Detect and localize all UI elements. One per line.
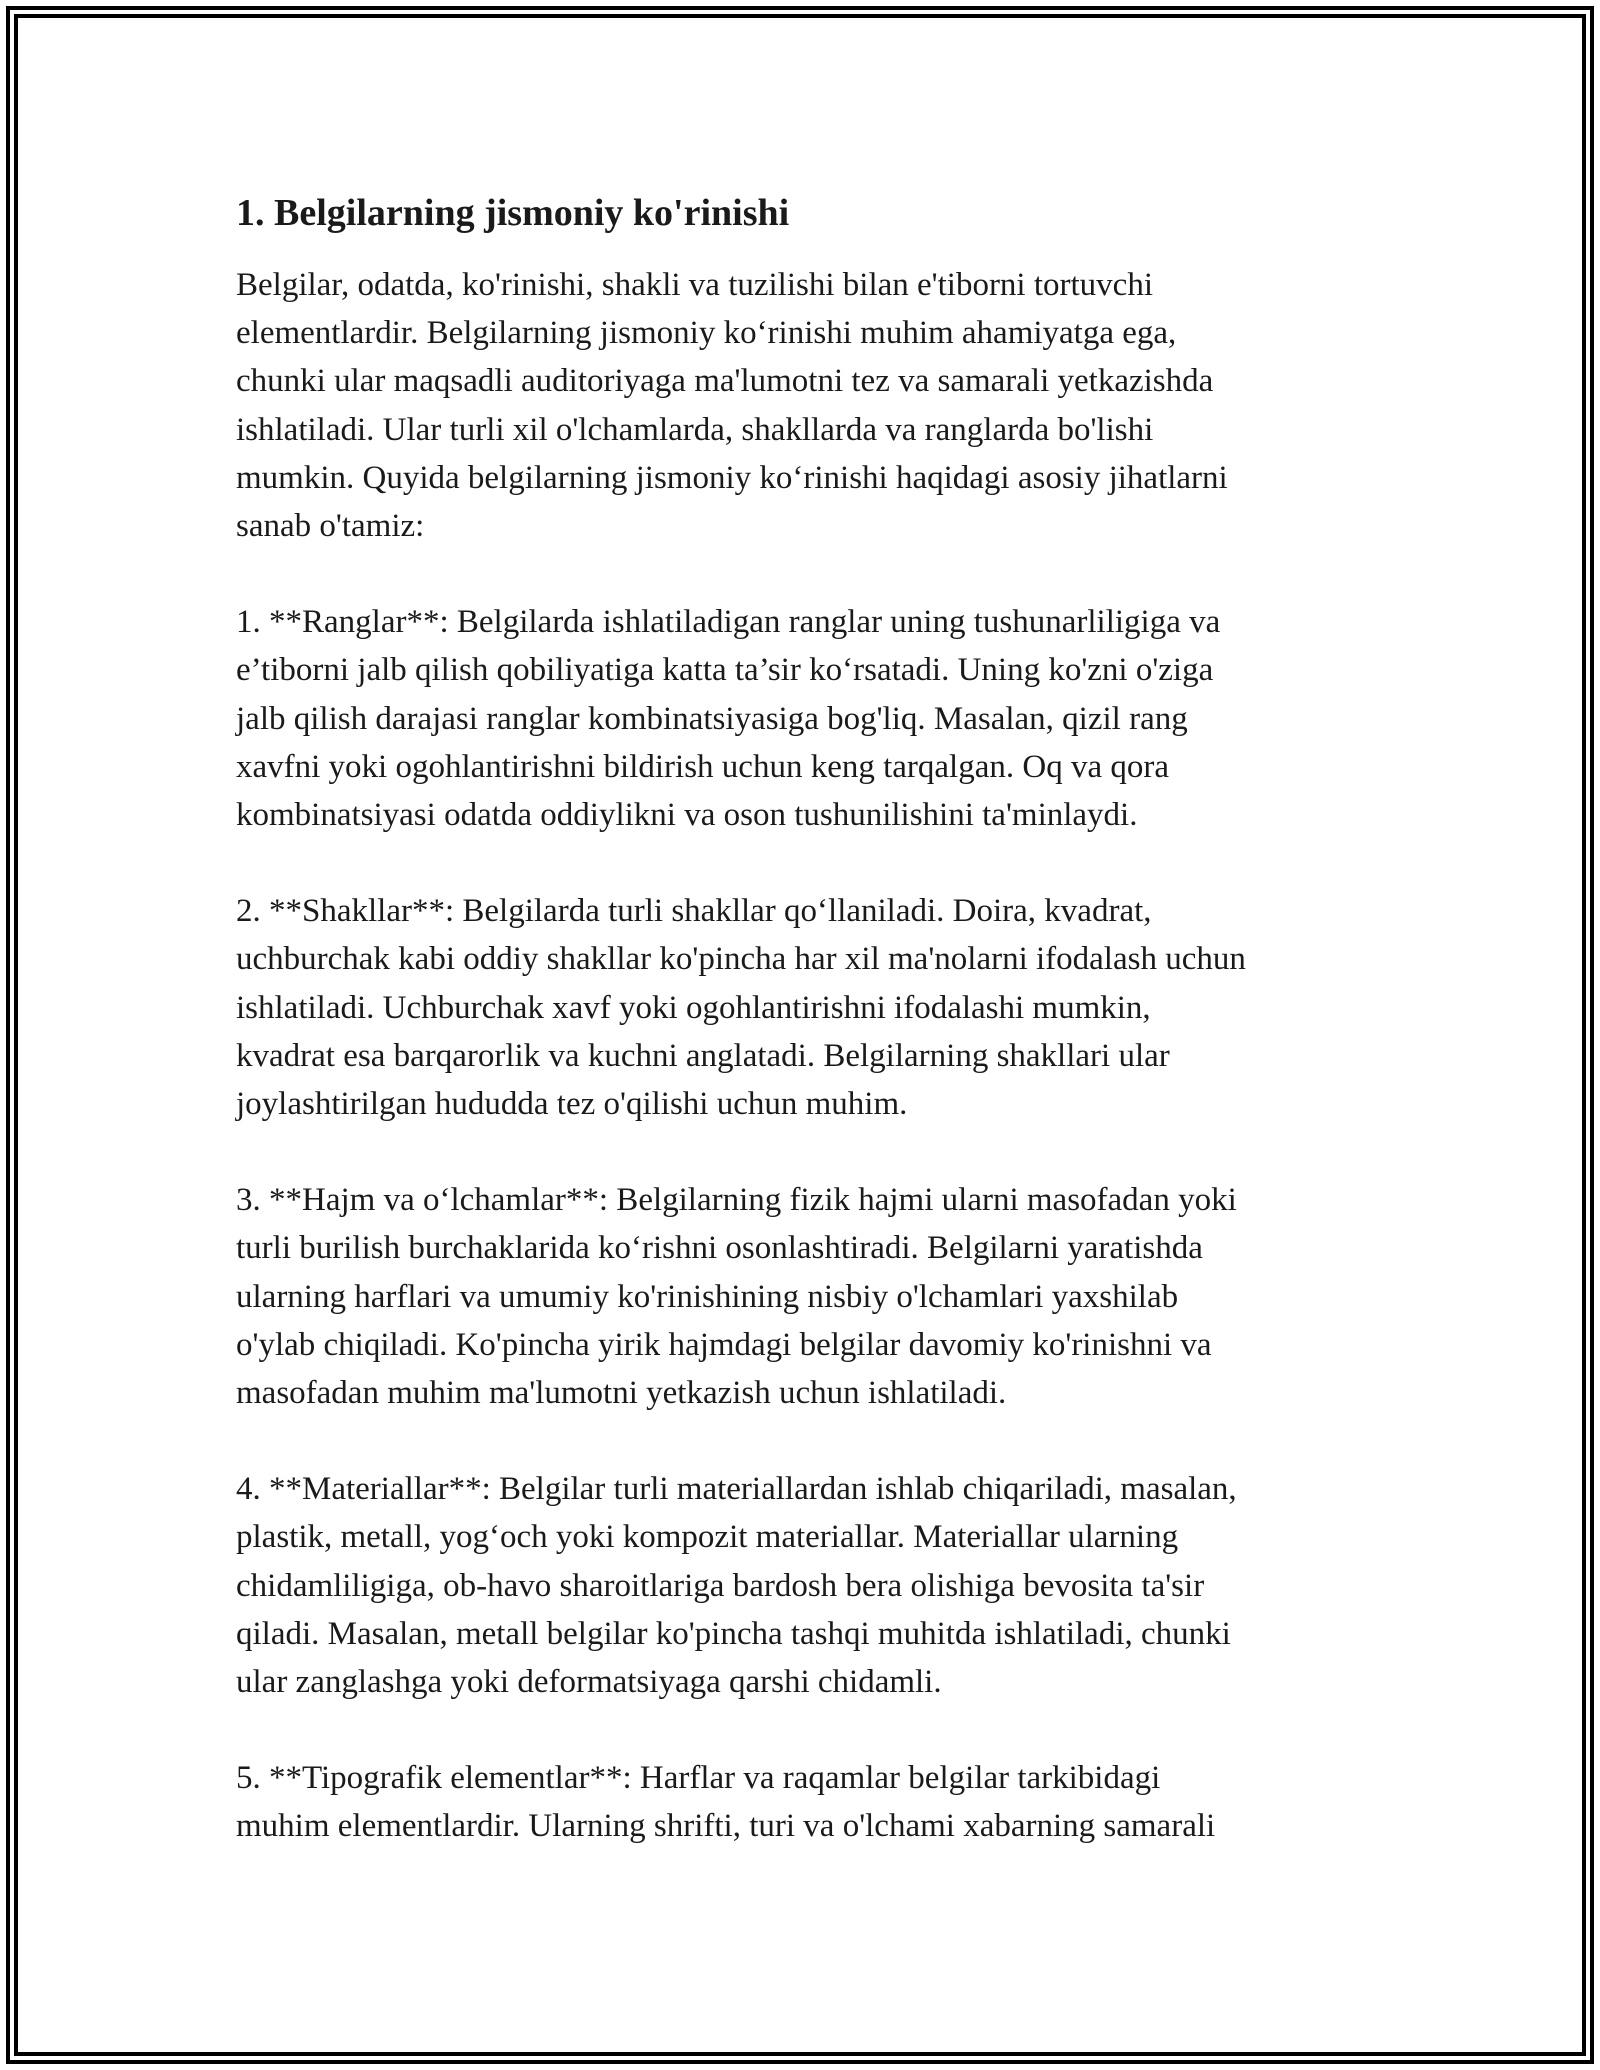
- text-line: e’tiborni jalb qilish qobiliyatiga katta ta’sir ko‘rsatadi. Uning ko'zni o'ziga: [236, 652, 1214, 689]
- text-line: ularning harflari va umumiy ko'rinishining nisbiy o'lchamlari yaxshilab: [236, 1278, 1179, 1315]
- text-line: chidamliligiga, ob-havo sharoitlariga bardosh bera olishiga bevosita ta'sir: [236, 1567, 1205, 1604]
- text-line: plastik, metall, yog‘och yoki kompozit materiallar. Materiallar ularning: [236, 1519, 1179, 1556]
- text-line: ular zanglashga yoki deformatsiyaga qarshi chidamli.: [236, 1664, 942, 1701]
- text-line: turli burilish burchaklarida ko‘rishni osonlashtiradi. Belgilarni yaratishda: [236, 1230, 1203, 1267]
- text-line: 4. **Materiallar**: Belgilar turli materiallardan ishlab chiqariladi, masalan,: [236, 1471, 1237, 1508]
- document-body: [236, 185, 1396, 1899]
- text-line: ishlatiladi. Ular turli xil o'lchamlarda, shakllarda va ranglarda bo'lishi: [236, 411, 1154, 448]
- text-line: mumkin. Quyida belgilarning jismoniy ko‘rinishi haqidagi asosiy jihatlarni: [236, 459, 1228, 496]
- text-line: joylashtirilgan hududda tez o'qilishi uchun muhim.: [236, 1086, 908, 1123]
- materials-paragraph: [236, 1465, 1396, 1706]
- text-line: 1. **Ranglar**: Belgilarda ishlatiladigan ranglar uning tushunarliligiga va: [236, 604, 1221, 641]
- text-line: o'ylab chiqiladi. Ko'pincha yirik hajmdagi belgilar davomiy ko'rinishni va: [236, 1326, 1212, 1363]
- section-heading: 1. Belgilarning jismoniy ko'rinishi: [236, 192, 790, 234]
- text-line: 5. **Tipografik elementlar**: Harflar va raqamlar belgilar tarkibidagi: [236, 1760, 1161, 1797]
- text-line: 2. **Shakllar**: Belgilarda turli shakllar qo‘llaniladi. Doira, kvadrat,: [236, 893, 1152, 930]
- text-line: sanab o'tamiz:: [236, 508, 425, 545]
- shapes-paragraph: [236, 887, 1396, 1128]
- size-paragraph: [236, 1176, 1396, 1417]
- text-line: qiladi. Masalan, metall belgilar ko'pincha tashqi muhitda ishlatiladi, chunki: [236, 1615, 1231, 1652]
- text-line: jalb qilish darajasi ranglar kombinatsiyasiga bog'liq. Masalan, qizil rang: [236, 700, 1188, 737]
- text-line: Belgilar, odatda, ko'rinishi, shakli va tuzilishi bilan e'tiborni tortuvchi: [236, 267, 1153, 303]
- text-line: ishlatiladi. Uchburchak xavf yoki ogohlantirishni ifodalashi mumkin,: [236, 989, 1151, 1026]
- text-line: kvadrat esa barqarorlik va kuchni anglatadi. Belgilarning shakllari ular: [236, 1037, 1170, 1074]
- text-line: xavfni yoki ogohlantirishni bildirish uchun keng tarqalgan. Oq va qora: [236, 748, 1169, 785]
- text-line: 3. **Hajm va o‘lchamlar**: Belgilarning fizik hajmi ularni masofadan yoki: [236, 1182, 1237, 1219]
- colors-paragraph: [236, 598, 1396, 839]
- text-line: chunki ular maqsadli auditoriyaga ma'lumotni tez va samarali yetkazishda: [236, 363, 1214, 400]
- text-line: muhim elementlardir. Ularning shrifti, turi va o'lchami xabarning samarali: [236, 1808, 1216, 1845]
- text-line: kombinatsiyasi odatda oddiylikni va oson tushunilishini ta'minlaydi.: [236, 797, 1138, 834]
- text-line: uchburchak kabi oddiy shakllar ko'pincha har xil ma'nolarni ifodalash uchun: [236, 941, 1246, 978]
- intro-paragraph: [236, 261, 1396, 550]
- typography-paragraph: [236, 1754, 1396, 1850]
- text-line: masofadan muhim ma'lumotni yetkazish uchun ishlatiladi.: [236, 1375, 1007, 1412]
- text-line: elementlardir. Belgilarning jismoniy ko‘rinishi muhim ahamiyatga ega,: [236, 315, 1177, 352]
